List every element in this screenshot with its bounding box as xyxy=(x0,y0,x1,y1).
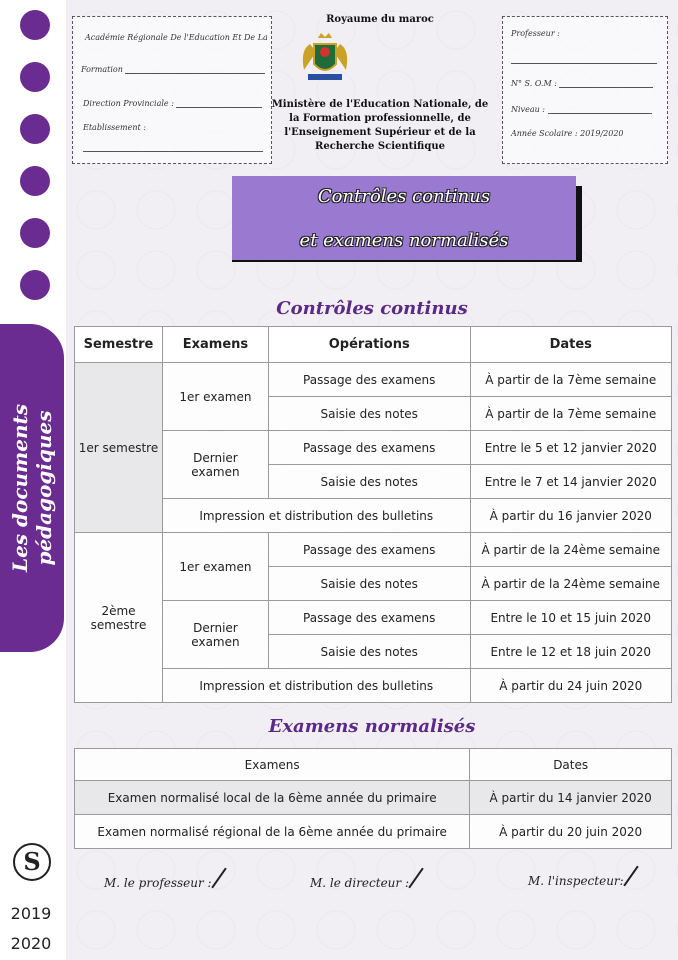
col-header-dates: Dates xyxy=(470,749,672,781)
operation-cell: Impression et distribution des bulletins xyxy=(162,669,470,703)
formation-field: Formation xyxy=(81,65,265,74)
date-cell: À partir du 16 janvier 2020 xyxy=(470,499,672,533)
date-cell: Entre le 10 et 15 juin 2020 xyxy=(470,601,672,635)
examens-table xyxy=(74,748,672,849)
controles-title: Contrôles continus xyxy=(276,298,468,319)
table-row xyxy=(75,601,672,635)
controles-table xyxy=(74,326,672,703)
operation-cell: Passage des examens xyxy=(268,363,470,397)
operation-cell: Saisie des notes xyxy=(268,397,470,431)
semestre-cell: 1er semestre xyxy=(75,363,163,533)
professeur-field: Professeur : xyxy=(511,29,560,38)
operation-cell: Saisie des notes xyxy=(268,567,470,601)
banner-line1: Contrôles continus xyxy=(317,186,491,207)
som-field: N° S. O.M : xyxy=(511,79,653,88)
table-row xyxy=(75,815,672,849)
year-start: 2019 xyxy=(10,904,52,923)
year-end: 2020 xyxy=(10,934,52,953)
examens-title: Examens normalisés xyxy=(268,716,476,737)
date-cell: À partir de la 7ème semaine xyxy=(470,363,672,397)
operation-cell: Impression et distribution des bulletins xyxy=(162,499,470,533)
academie-label: Académie Régionale De l'Education Et De La xyxy=(85,33,268,42)
coat-of-arms-icon xyxy=(296,30,354,88)
binder-hole xyxy=(20,10,50,40)
col-header-examens: Examens xyxy=(162,327,268,363)
table-row xyxy=(75,363,672,397)
side-tab-label: Les documents pédagogiques xyxy=(8,404,56,572)
niveau-field: Niveau : xyxy=(511,105,652,114)
binder-hole xyxy=(20,114,50,144)
date-cell: À partir de la 24ème semaine xyxy=(470,533,672,567)
date-cell: À partir du 14 janvier 2020 xyxy=(470,781,672,815)
col-header-examens: Examens xyxy=(75,749,470,781)
date-cell: Entre le 5 et 12 janvier 2020 xyxy=(470,431,672,465)
exam-cell: 1er examen xyxy=(162,363,268,431)
semestre-cell: 2ème semestre xyxy=(75,533,163,703)
binder-hole xyxy=(20,218,50,248)
exam-cell: Dernier examen xyxy=(162,431,268,499)
date-cell: À partir du 20 juin 2020 xyxy=(470,815,672,849)
operation-cell: Saisie des notes xyxy=(268,465,470,499)
table-row xyxy=(75,533,672,567)
kingdom-title: Royaume du maroc xyxy=(326,14,434,25)
col-header-operations: Opérations xyxy=(268,327,470,363)
operation-cell: Passage des examens xyxy=(268,431,470,465)
svg-text:S: S xyxy=(23,847,41,876)
operation-cell: Saisie des notes xyxy=(268,635,470,669)
date-cell: Entre le 7 et 14 janvier 2020 xyxy=(470,465,672,499)
table-row xyxy=(75,431,672,465)
operation-cell: Passage des examens xyxy=(268,533,470,567)
exam-cell: Examen normalisé local de la 6ème année du primaire xyxy=(75,781,470,815)
table-row xyxy=(75,669,672,703)
publisher-logo-icon xyxy=(12,842,52,882)
exam-cell: 1er examen xyxy=(162,533,268,601)
signature-directeur: M. le directeur : xyxy=(310,866,417,890)
col-header-semestre: Semestre xyxy=(75,327,163,363)
date-cell: À partir de la 7ème semaine xyxy=(470,397,672,431)
binder-hole xyxy=(20,270,50,300)
exam-cell: Examen normalisé régional de la 6ème année du primaire xyxy=(75,815,470,849)
school-info-box xyxy=(72,16,272,164)
date-cell: À partir du 24 juin 2020 xyxy=(470,669,672,703)
date-cell: À partir de la 24ème semaine xyxy=(470,567,672,601)
table-row xyxy=(75,781,672,815)
annee-scolaire: Année Scolaire : 2019/2020 xyxy=(511,129,624,138)
banner-line2: et examens normalisés xyxy=(299,230,509,251)
operation-cell: Passage des examens xyxy=(268,601,470,635)
direction-field: Direction Provinciale : xyxy=(83,99,262,108)
signature-professeur: M. le professeur : xyxy=(104,866,220,890)
etablissement-field: Etablissement : xyxy=(83,123,146,132)
signature-inspecteur: M. l'inspecteur: xyxy=(528,864,632,888)
binder-hole xyxy=(20,166,50,196)
ministry-name: Ministère de l'Education Nationale, de la Formation professionnelle, de l'Enseignement Supérieur et de la Recherche Scientifique xyxy=(271,99,489,152)
date-cell: Entre le 12 et 18 juin 2020 xyxy=(470,635,672,669)
col-header-dates: Dates xyxy=(470,327,672,363)
table-row xyxy=(75,499,672,533)
binder-hole xyxy=(20,62,50,92)
exam-cell: Dernier examen xyxy=(162,601,268,669)
teacher-info-box xyxy=(502,16,668,164)
left-sidebar xyxy=(0,0,66,960)
